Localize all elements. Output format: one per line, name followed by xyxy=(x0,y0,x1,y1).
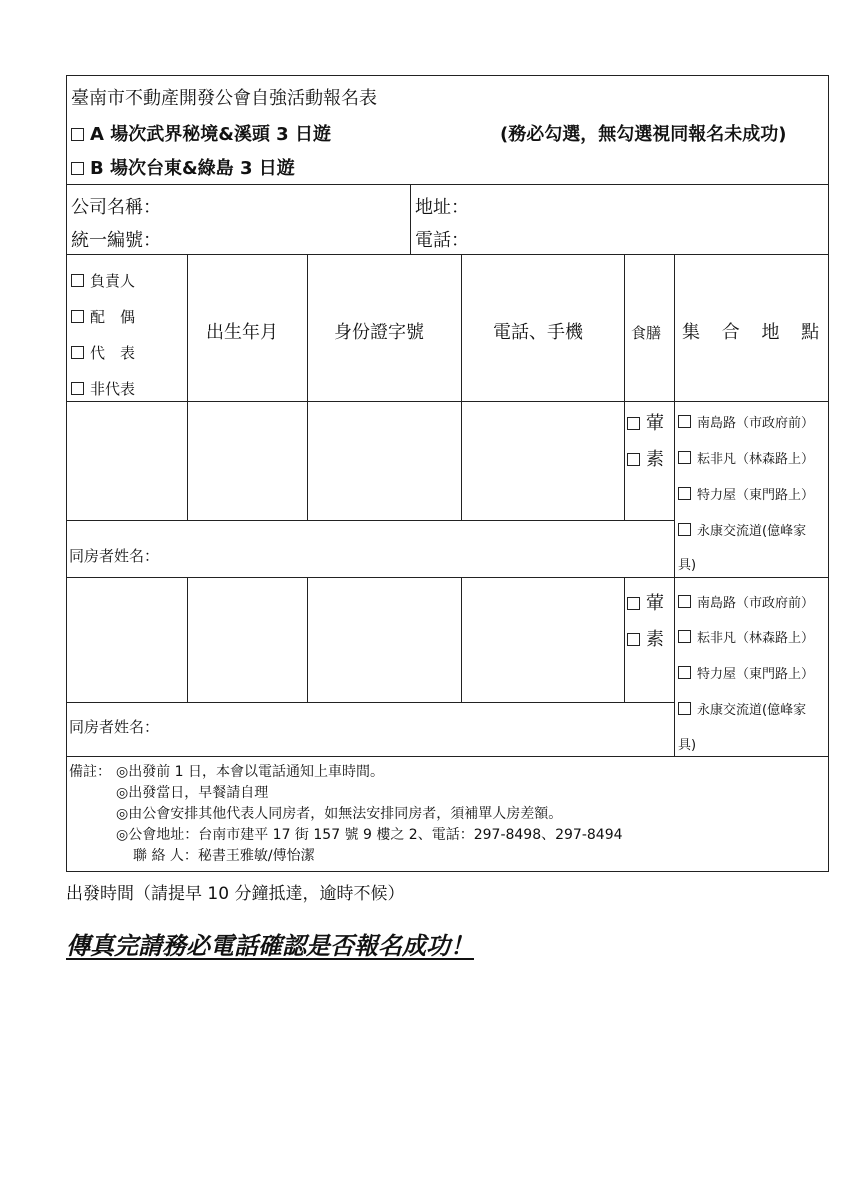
location-label: 耘非凡（林森路上） xyxy=(697,452,815,467)
meal-meat-option[interactable] xyxy=(627,413,664,435)
location-checkbox[interactable] xyxy=(678,630,691,643)
note-line: ◎出發當日，早餐請自理 xyxy=(116,785,269,801)
roommate-label: 同房者姓名： xyxy=(69,718,160,736)
note-line: ◎公會地址：台南市建平 17 街 157 號 9 樓之 2、電話：297-8498、297-8494 xyxy=(116,827,623,843)
role-checkbox[interactable] xyxy=(71,310,84,323)
departure-time-text: 出發時間（請提早 10 分鐘抵達，逾時不候） xyxy=(66,884,405,904)
role-cell[interactable] xyxy=(68,579,186,701)
fax-notice: 傳真完請務必電話確認是否報名成功！ xyxy=(66,932,474,960)
tax-id-label: 統一編號： xyxy=(71,230,161,251)
notice-text: (務必勾選，無勾選視同報名未成功) xyxy=(500,124,787,145)
location-option[interactable] xyxy=(678,487,814,504)
meal-checkbox[interactable] xyxy=(627,597,640,610)
id-number-header: 身份證字號 xyxy=(334,322,424,343)
id-number-cell[interactable] xyxy=(309,403,460,519)
location-label: 特力屋（東門路上） xyxy=(697,488,815,503)
meal-header: 食膳 xyxy=(631,324,662,342)
meal-label: 葷 xyxy=(646,593,664,614)
location-label: 永康交流道(億峰家 xyxy=(697,703,807,718)
address-label: 地址： xyxy=(415,197,469,218)
location-label: 南島路（市政府前） xyxy=(697,596,815,611)
location-checkbox[interactable] xyxy=(678,487,691,500)
location-label-cont: 具) xyxy=(678,738,697,753)
roommate-label: 同房者姓名： xyxy=(69,547,160,565)
role-checkbox[interactable] xyxy=(71,346,84,359)
notes-label: 備註： xyxy=(69,764,111,780)
meal-label: 葷 xyxy=(646,413,664,434)
meal-veg-option[interactable] xyxy=(627,629,664,651)
trip-b-label: B 場次台東&綠島 3 日遊 xyxy=(90,158,295,179)
trip-a-option[interactable] xyxy=(71,124,331,146)
location-checkbox[interactable] xyxy=(678,595,691,608)
role-checkbox[interactable] xyxy=(71,382,84,395)
trip-a-checkbox[interactable] xyxy=(71,128,84,141)
location-label-cont: 具) xyxy=(678,558,697,573)
meal-label: 素 xyxy=(646,629,664,650)
role-option[interactable] xyxy=(71,272,135,290)
location-label: 南島路（市政府前） xyxy=(697,416,815,431)
form-title: 臺南市不動產開發公會自強活動報名表 xyxy=(71,88,377,109)
meal-label: 素 xyxy=(646,449,664,470)
company-name-label: 公司名稱： xyxy=(71,197,161,218)
phone-label: 電話： xyxy=(415,230,469,251)
trip-b-checkbox[interactable] xyxy=(71,162,84,175)
role-checkbox[interactable] xyxy=(71,274,84,287)
phone-cell[interactable] xyxy=(463,403,623,519)
meeting-place-header: 集 合 地 點 xyxy=(682,322,828,343)
location-checkbox[interactable] xyxy=(678,415,691,428)
meal-checkbox[interactable] xyxy=(627,453,640,466)
birth-header: 出生年月 xyxy=(206,322,278,343)
meal-veg-option[interactable] xyxy=(627,449,664,471)
role-label: 配 偶 xyxy=(90,308,136,326)
meal-checkbox[interactable] xyxy=(627,633,640,646)
role-label: 代 表 xyxy=(90,344,136,362)
location-label: 永康交流道(億峰家 xyxy=(697,524,807,539)
role-option[interactable] xyxy=(71,344,135,362)
location-option[interactable] xyxy=(678,523,806,540)
role-cell[interactable] xyxy=(68,403,186,519)
location-option[interactable] xyxy=(678,451,814,468)
trip-b-option[interactable] xyxy=(71,158,295,180)
birth-cell[interactable] xyxy=(189,579,306,701)
phone-header: 電話、手機 xyxy=(493,322,583,343)
role-option[interactable] xyxy=(71,308,135,326)
birth-cell[interactable] xyxy=(189,403,306,519)
location-checkbox[interactable] xyxy=(678,666,691,679)
role-label: 負責人 xyxy=(90,272,136,290)
role-label: 非代表 xyxy=(90,380,136,398)
note-line: ◎由公會安排其他代表人同房者，如無法安排同房者，須補單人房差額。 xyxy=(116,806,563,822)
location-option[interactable] xyxy=(678,630,814,647)
note-line: ◎出發前 1 日，本會以電話通知上車時間。 xyxy=(116,764,385,780)
location-checkbox[interactable] xyxy=(678,451,691,464)
location-option[interactable] xyxy=(678,702,806,719)
location-option[interactable] xyxy=(678,415,814,432)
location-label: 耘非凡（林森路上） xyxy=(697,631,815,646)
meal-checkbox[interactable] xyxy=(627,417,640,430)
trip-a-label: A 場次武界秘境&溪頭 3 日遊 xyxy=(90,124,331,145)
meal-meat-option[interactable] xyxy=(627,593,664,615)
phone-cell[interactable] xyxy=(463,579,623,701)
location-label: 特力屋（東門路上） xyxy=(697,667,815,682)
location-option[interactable] xyxy=(678,595,814,612)
location-checkbox[interactable] xyxy=(678,702,691,715)
location-checkbox[interactable] xyxy=(678,523,691,536)
note-line: 聯 絡 人：秘書王雅敏/傅怡潔 xyxy=(133,848,315,864)
role-option[interactable] xyxy=(71,380,135,398)
location-option[interactable] xyxy=(678,666,814,683)
id-number-cell[interactable] xyxy=(309,579,460,701)
